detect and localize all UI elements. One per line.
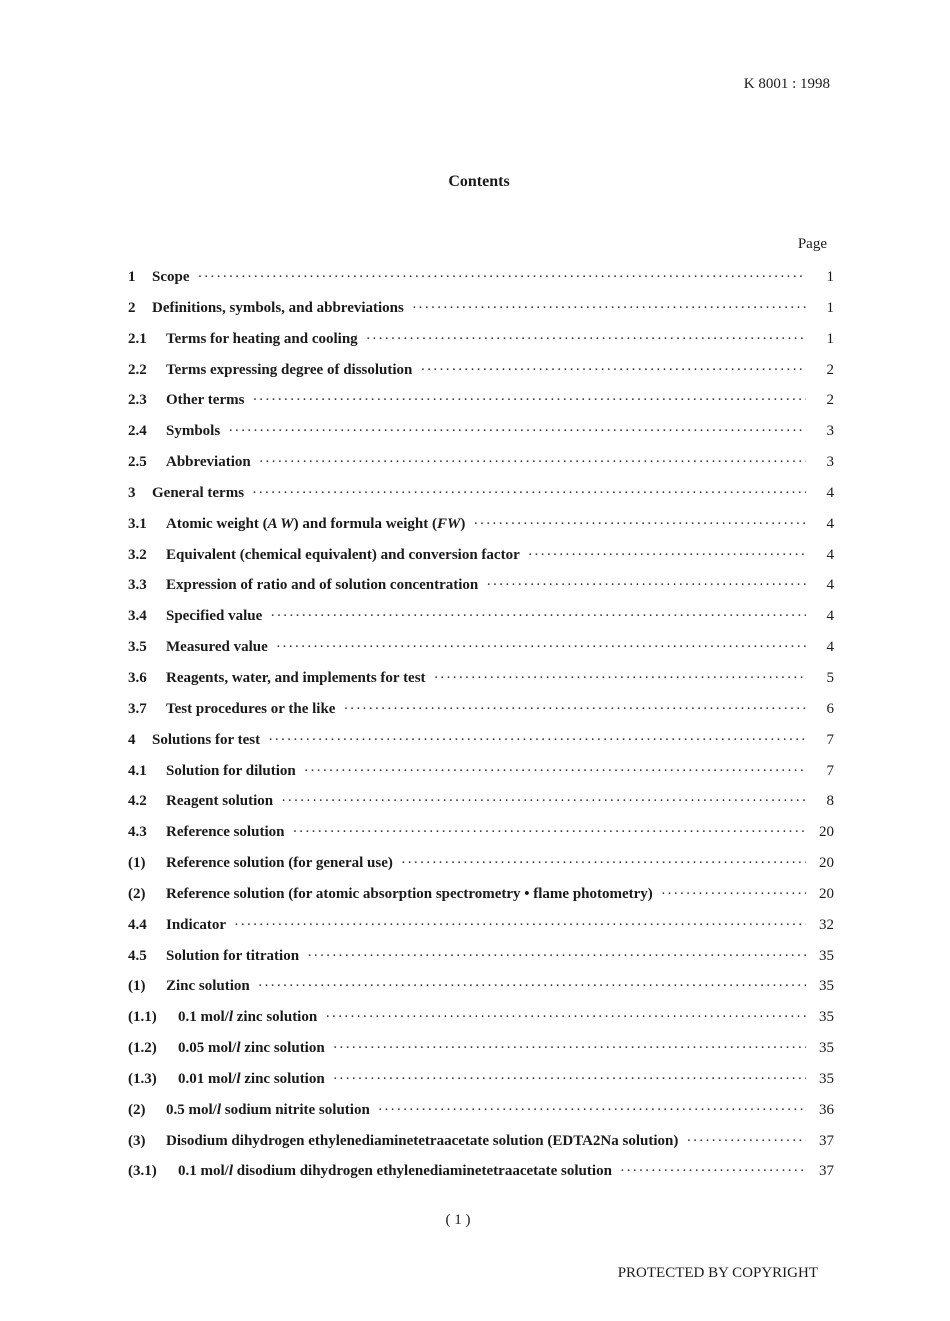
- toc-entry-title: Terms for heating and cooling: [166, 330, 358, 347]
- toc-entry[interactable]: [128, 509, 834, 540]
- toc-entry-title: Atomic weight (A W) and formula weight (FW): [166, 515, 466, 532]
- toc-entry[interactable]: [128, 570, 834, 601]
- toc-entry[interactable]: [128, 540, 834, 571]
- toc-entry[interactable]: [128, 910, 834, 941]
- toc-entry-number: 2.4: [128, 423, 147, 440]
- toc-entry-title: Solution for titration: [166, 947, 300, 964]
- toc-entry-page: 37: [819, 1132, 834, 1149]
- toc-entry-number: (2): [128, 885, 146, 902]
- toc-entry-number: 2.5: [128, 454, 147, 471]
- toc-dot-leader: [252, 385, 806, 416]
- toc-entry-page: 35: [819, 978, 834, 995]
- page-column-label: Page: [797, 236, 827, 252]
- toc-entry[interactable]: [128, 1033, 834, 1064]
- toc-entry-page: 35: [819, 1009, 834, 1026]
- toc-dot-leader: [276, 632, 806, 663]
- toc-entry-number: (1.2): [128, 1040, 157, 1057]
- toc-dot-leader: [325, 1002, 806, 1033]
- toc-entry-page: 7: [826, 731, 834, 748]
- toc-entry-number: (1.3): [128, 1070, 157, 1087]
- toc-entry-number: 4.1: [128, 762, 147, 779]
- toc-entry[interactable]: [128, 941, 834, 972]
- toc-dot-leader: [252, 478, 806, 509]
- toc-entry-title: Reference solution: [166, 824, 285, 841]
- toc-entry-page: 8: [826, 793, 834, 810]
- toc-entry-number: 4.3: [128, 824, 147, 841]
- toc-dot-leader: [234, 910, 806, 941]
- toc-entry-title: Test procedures or the like: [166, 700, 336, 717]
- copyright-notice: PROTECTED BY COPYRIGHT: [617, 1265, 818, 1281]
- toc-dot-leader: [304, 756, 806, 787]
- toc-entry-number: 3.7: [128, 700, 147, 717]
- toc-entry-page: 20: [819, 855, 834, 872]
- toc-entry[interactable]: [128, 1156, 834, 1187]
- toc-entry-page: 3: [826, 423, 834, 440]
- toc-entry-title: Other terms: [166, 392, 245, 409]
- toc-entry-page: 4: [826, 515, 834, 532]
- toc-entry-number: 3.6: [128, 669, 147, 686]
- toc-entry-title: Reference solution (for general use): [166, 855, 393, 872]
- toc-entry[interactable]: [128, 355, 834, 386]
- toc-entry-title: Reference solution (for atomic absorption spectrometry • flame photometry): [166, 885, 653, 902]
- toc-entry-number: 1: [128, 269, 136, 285]
- toc-entry-title: Disodium dihydrogen ethylenediaminetetraacetate solution (EDTA2Na solution): [166, 1132, 679, 1149]
- toc-dot-leader: [434, 663, 806, 694]
- toc-dot-leader: [486, 570, 806, 601]
- toc-entry[interactable]: [128, 1095, 834, 1126]
- toc-entry-title: Expression of ratio and of solution concentration: [166, 577, 479, 594]
- toc-dot-leader: [292, 817, 806, 848]
- toc-entry-page: 20: [819, 885, 834, 902]
- table-of-contents: [128, 262, 834, 1187]
- toc-entry-number: 2.3: [128, 392, 147, 409]
- toc-entry[interactable]: [128, 293, 834, 324]
- toc-dot-leader: [528, 540, 806, 571]
- toc-entry-page: 6: [826, 700, 834, 717]
- toc-dot-leader: [333, 1064, 806, 1095]
- toc-entry-number: 3.3: [128, 577, 147, 594]
- toc-dot-leader: [686, 1126, 806, 1157]
- toc-entry[interactable]: [128, 756, 834, 787]
- toc-entry-page: 20: [819, 824, 834, 841]
- toc-entry-page: 4: [826, 546, 834, 563]
- toc-entry[interactable]: [128, 786, 834, 817]
- toc-entry-title: Terms expressing degree of dissolution: [166, 361, 413, 378]
- toc-entry-title: Indicator: [166, 916, 226, 933]
- toc-entry-number: 4.5: [128, 947, 147, 964]
- toc-entry-title: Zinc solution: [166, 978, 250, 995]
- toc-dot-leader: [620, 1156, 806, 1187]
- toc-entry-title: 0.01 mol/l zinc solution: [178, 1070, 325, 1087]
- toc-entry-page: 35: [819, 947, 834, 964]
- toc-entry[interactable]: [128, 1002, 834, 1033]
- toc-entry[interactable]: [128, 416, 834, 447]
- toc-entry-number: 2.2: [128, 361, 147, 378]
- toc-dot-leader: [228, 416, 806, 447]
- toc-entry-number: (1): [128, 978, 146, 995]
- toc-entry[interactable]: [128, 1126, 834, 1157]
- toc-entry-number: 2.1: [128, 330, 147, 347]
- toc-entry-title: Equivalent (chemical equivalent) and conversion factor: [166, 546, 520, 563]
- toc-entry-number: (2): [128, 1101, 146, 1118]
- toc-entry-title: Scope: [152, 269, 190, 285]
- toc-dot-leader: [378, 1095, 806, 1126]
- toc-entry[interactable]: [128, 324, 834, 355]
- toc-dot-leader: [366, 324, 806, 355]
- toc-entry-number: 3.1: [128, 515, 147, 532]
- toc-entry-number: (1.1): [128, 1009, 157, 1026]
- toc-entry-page: 37: [819, 1163, 834, 1180]
- toc-entry-title: Abbreviation: [166, 454, 251, 471]
- toc-entry-page: 1: [826, 299, 834, 316]
- toc-entry[interactable]: [128, 848, 834, 879]
- toc-entry[interactable]: [128, 694, 834, 725]
- toc-entry-title: Measured value: [166, 639, 268, 656]
- toc-entry-page: 4: [826, 639, 834, 656]
- toc-entry-title: Solutions for test: [152, 731, 261, 748]
- toc-dot-leader: [268, 725, 806, 756]
- toc-entry[interactable]: [128, 447, 834, 478]
- toc-entry[interactable]: [128, 632, 834, 663]
- toc-entry-title: Solution for dilution: [166, 762, 296, 779]
- toc-entry-number: 3.4: [128, 608, 147, 625]
- toc-entry-number: 3.5: [128, 639, 147, 656]
- toc-entry-page: 7: [826, 762, 834, 779]
- toc-entry-title: Reagents, water, and implements for test: [166, 669, 426, 686]
- toc-entry-page: 36: [819, 1101, 834, 1118]
- toc-entry-title: 0.5 mol/l sodium nitrite solution: [166, 1101, 370, 1118]
- toc-entry[interactable]: [128, 725, 834, 756]
- page-number: ( 1 ): [445, 1212, 471, 1228]
- toc-entry-number: (3): [128, 1132, 146, 1149]
- toc-dot-leader: [343, 694, 806, 725]
- toc-entry-page: 5: [826, 669, 834, 686]
- toc-entry-number: 4.2: [128, 793, 147, 810]
- toc-entry[interactable]: [128, 601, 834, 632]
- toc-dot-leader: [333, 1033, 806, 1064]
- toc-entry-page: 4: [826, 484, 834, 501]
- toc-entry-page: 2: [826, 392, 834, 409]
- toc-dot-leader: [258, 971, 806, 1002]
- toc-entry-title: Specified value: [166, 608, 263, 625]
- toc-entry-page: 1: [826, 330, 834, 347]
- toc-entry-page: 32: [819, 916, 834, 933]
- toc-entry-page: 4: [826, 577, 834, 594]
- toc-entry[interactable]: [128, 817, 834, 848]
- toc-dot-leader: [473, 509, 806, 540]
- toc-entry-title: 0.1 mol/l zinc solution: [178, 1009, 318, 1026]
- toc-entry[interactable]: [128, 663, 834, 694]
- toc-entry-title: Symbols: [166, 423, 221, 440]
- toc-entry-number: (3.1): [128, 1163, 157, 1180]
- toc-entry-page: 35: [819, 1040, 834, 1057]
- toc-entry-number: 2: [128, 299, 136, 316]
- toc-dot-leader: [412, 293, 806, 324]
- toc-dot-leader: [270, 601, 806, 632]
- toc-entry-number: (1): [128, 855, 146, 872]
- document-id: K 8001 : 1998: [743, 76, 830, 92]
- toc-dot-leader: [259, 447, 806, 478]
- toc-entry-number: 4.4: [128, 916, 147, 933]
- toc-dot-leader: [281, 786, 806, 817]
- toc-entry-number: 3: [128, 484, 136, 501]
- toc-entry-page: 2: [826, 361, 834, 378]
- toc-entry[interactable]: [128, 478, 834, 509]
- toc-entry-title: 0.1 mol/l disodium dihydrogen ethylenediaminetetraacetate solution: [178, 1163, 612, 1180]
- toc-entry-page: 4: [826, 608, 834, 625]
- toc-dot-leader: [401, 848, 806, 879]
- toc-entry[interactable]: [128, 879, 834, 910]
- toc-dot-leader: [307, 941, 806, 972]
- toc-dot-leader: [198, 262, 807, 293]
- toc-entry-number: 4: [128, 731, 136, 748]
- toc-entry-number: 3.2: [128, 546, 147, 563]
- toc-entry[interactable]: [128, 262, 834, 293]
- toc-entry[interactable]: [128, 971, 834, 1002]
- toc-entry-page: 1: [826, 269, 834, 285]
- toc-entry-title: General terms: [152, 484, 245, 501]
- toc-dot-leader: [420, 355, 806, 386]
- toc-entry-title: 0.05 mol/l zinc solution: [178, 1040, 325, 1057]
- toc-entry[interactable]: [128, 1064, 834, 1095]
- toc-entry[interactable]: [128, 385, 834, 416]
- page-title: Contents: [448, 173, 510, 190]
- toc-entry-title: Definitions, symbols, and abbreviations: [152, 299, 404, 316]
- toc-entry-page: 35: [819, 1070, 834, 1087]
- toc-entry-page: 3: [826, 454, 834, 471]
- toc-dot-leader: [661, 879, 806, 910]
- toc-entry-title: Reagent solution: [166, 793, 274, 810]
